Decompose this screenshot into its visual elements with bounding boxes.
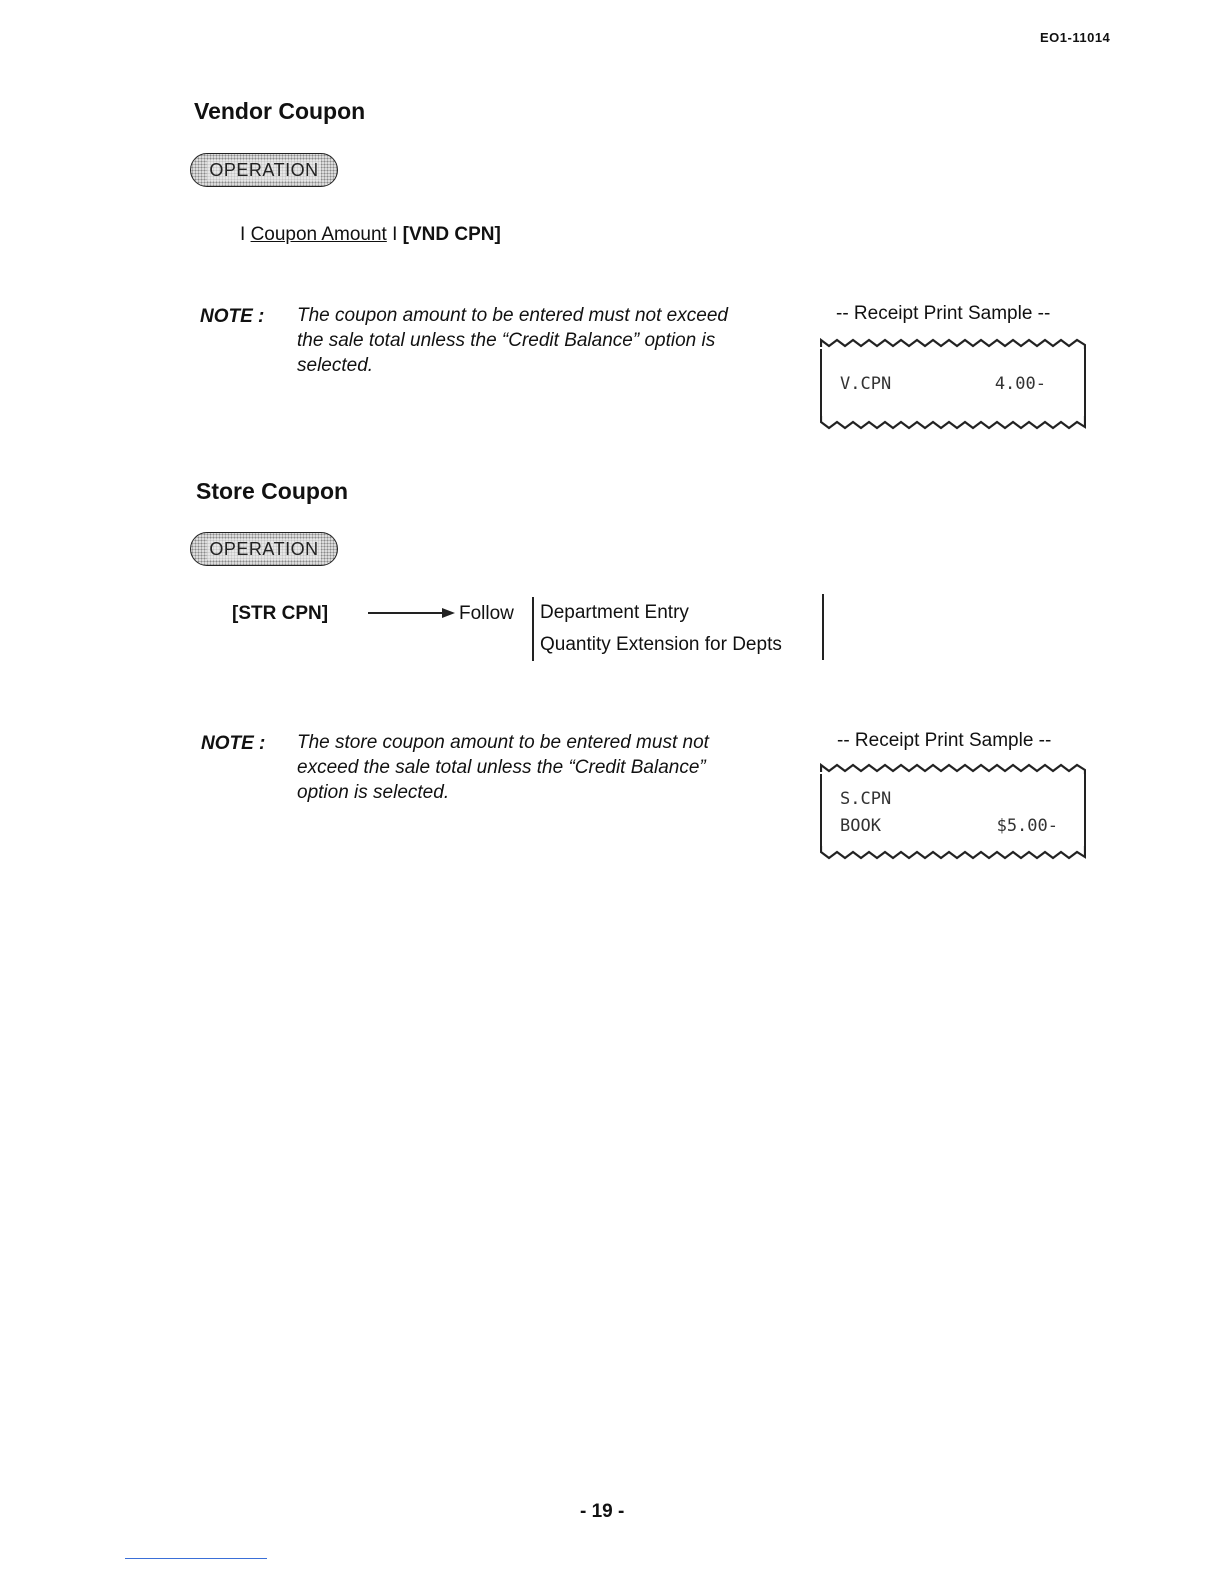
store-receipt-sample [820, 760, 1086, 860]
store-note-text [297, 730, 777, 805]
vendor-operation-label: OPERATION [209, 159, 319, 180]
option-quantity-extension: Quantity Extension for Depts [540, 634, 782, 655]
document-code: EO1-11014 [1040, 30, 1111, 45]
vnd-cpn-key: [VND CPN] [402, 224, 501, 245]
vendor-note-line: the sale total unless the “Credit Balance” option is [297, 330, 716, 351]
store-note-line: exceed the sale total unless the “Credit Balance” [297, 757, 706, 778]
options-right-bracket [822, 594, 824, 660]
store-receipt-sample-title: -- Receipt Print Sample -- [837, 730, 1052, 751]
vendor-receipt-sample-title: -- Receipt Print Sample -- [836, 303, 1051, 324]
store-receipt-body [820, 774, 1086, 846]
receipt-torn-edge-top [820, 760, 1086, 774]
vendor-receipt-body [820, 349, 1086, 416]
page-number: - 19 - [580, 1501, 625, 1522]
store-coupon-title: Store Coupon [196, 478, 349, 504]
store-operation-badge [190, 532, 338, 566]
vendor-receipt-sample [820, 335, 1086, 430]
store-operation-label: OPERATION [209, 538, 319, 559]
sequence-bar-right: I [392, 224, 398, 245]
receipt-line [840, 786, 1066, 813]
vendor-key-sequence [240, 224, 501, 246]
receipt-line [840, 371, 1066, 398]
follow-label: Follow [459, 603, 514, 624]
store-note-label: NOTE : [201, 733, 266, 754]
store-note-line: The store coupon amount to be entered must not [297, 732, 709, 753]
coupon-amount-entry: Coupon Amount [250, 224, 387, 245]
str-cpn-key: [STR CPN] [232, 603, 329, 624]
receipt-amount: 4.00- [994, 374, 1046, 394]
vendor-note-label: NOTE : [200, 306, 265, 327]
footer-rule [125, 1558, 267, 1559]
receipt-torn-edge-bottom [820, 846, 1086, 860]
receipt-line [840, 813, 1066, 840]
store-note-line: option is selected. [297, 782, 450, 803]
follow-options-list [532, 597, 820, 661]
option-department-entry: Department Entry [540, 602, 689, 623]
receipt-torn-edge-top [820, 335, 1086, 349]
vendor-coupon-title: Vendor Coupon [194, 98, 366, 124]
arrow-right-icon [368, 606, 456, 620]
sequence-bar-left: I [240, 224, 246, 245]
receipt-item: V.CPN [840, 374, 892, 394]
vendor-operation-badge [190, 153, 338, 187]
vendor-note-line: The coupon amount to be entered must not exceed [297, 305, 728, 326]
vendor-note-text [297, 303, 777, 378]
receipt-item: S.CPN [840, 789, 892, 809]
vendor-note-line: selected. [297, 355, 374, 376]
receipt-amount: $5.00- [996, 816, 1058, 836]
receipt-torn-edge-bottom [820, 416, 1086, 430]
receipt-item: BOOK [840, 816, 881, 836]
